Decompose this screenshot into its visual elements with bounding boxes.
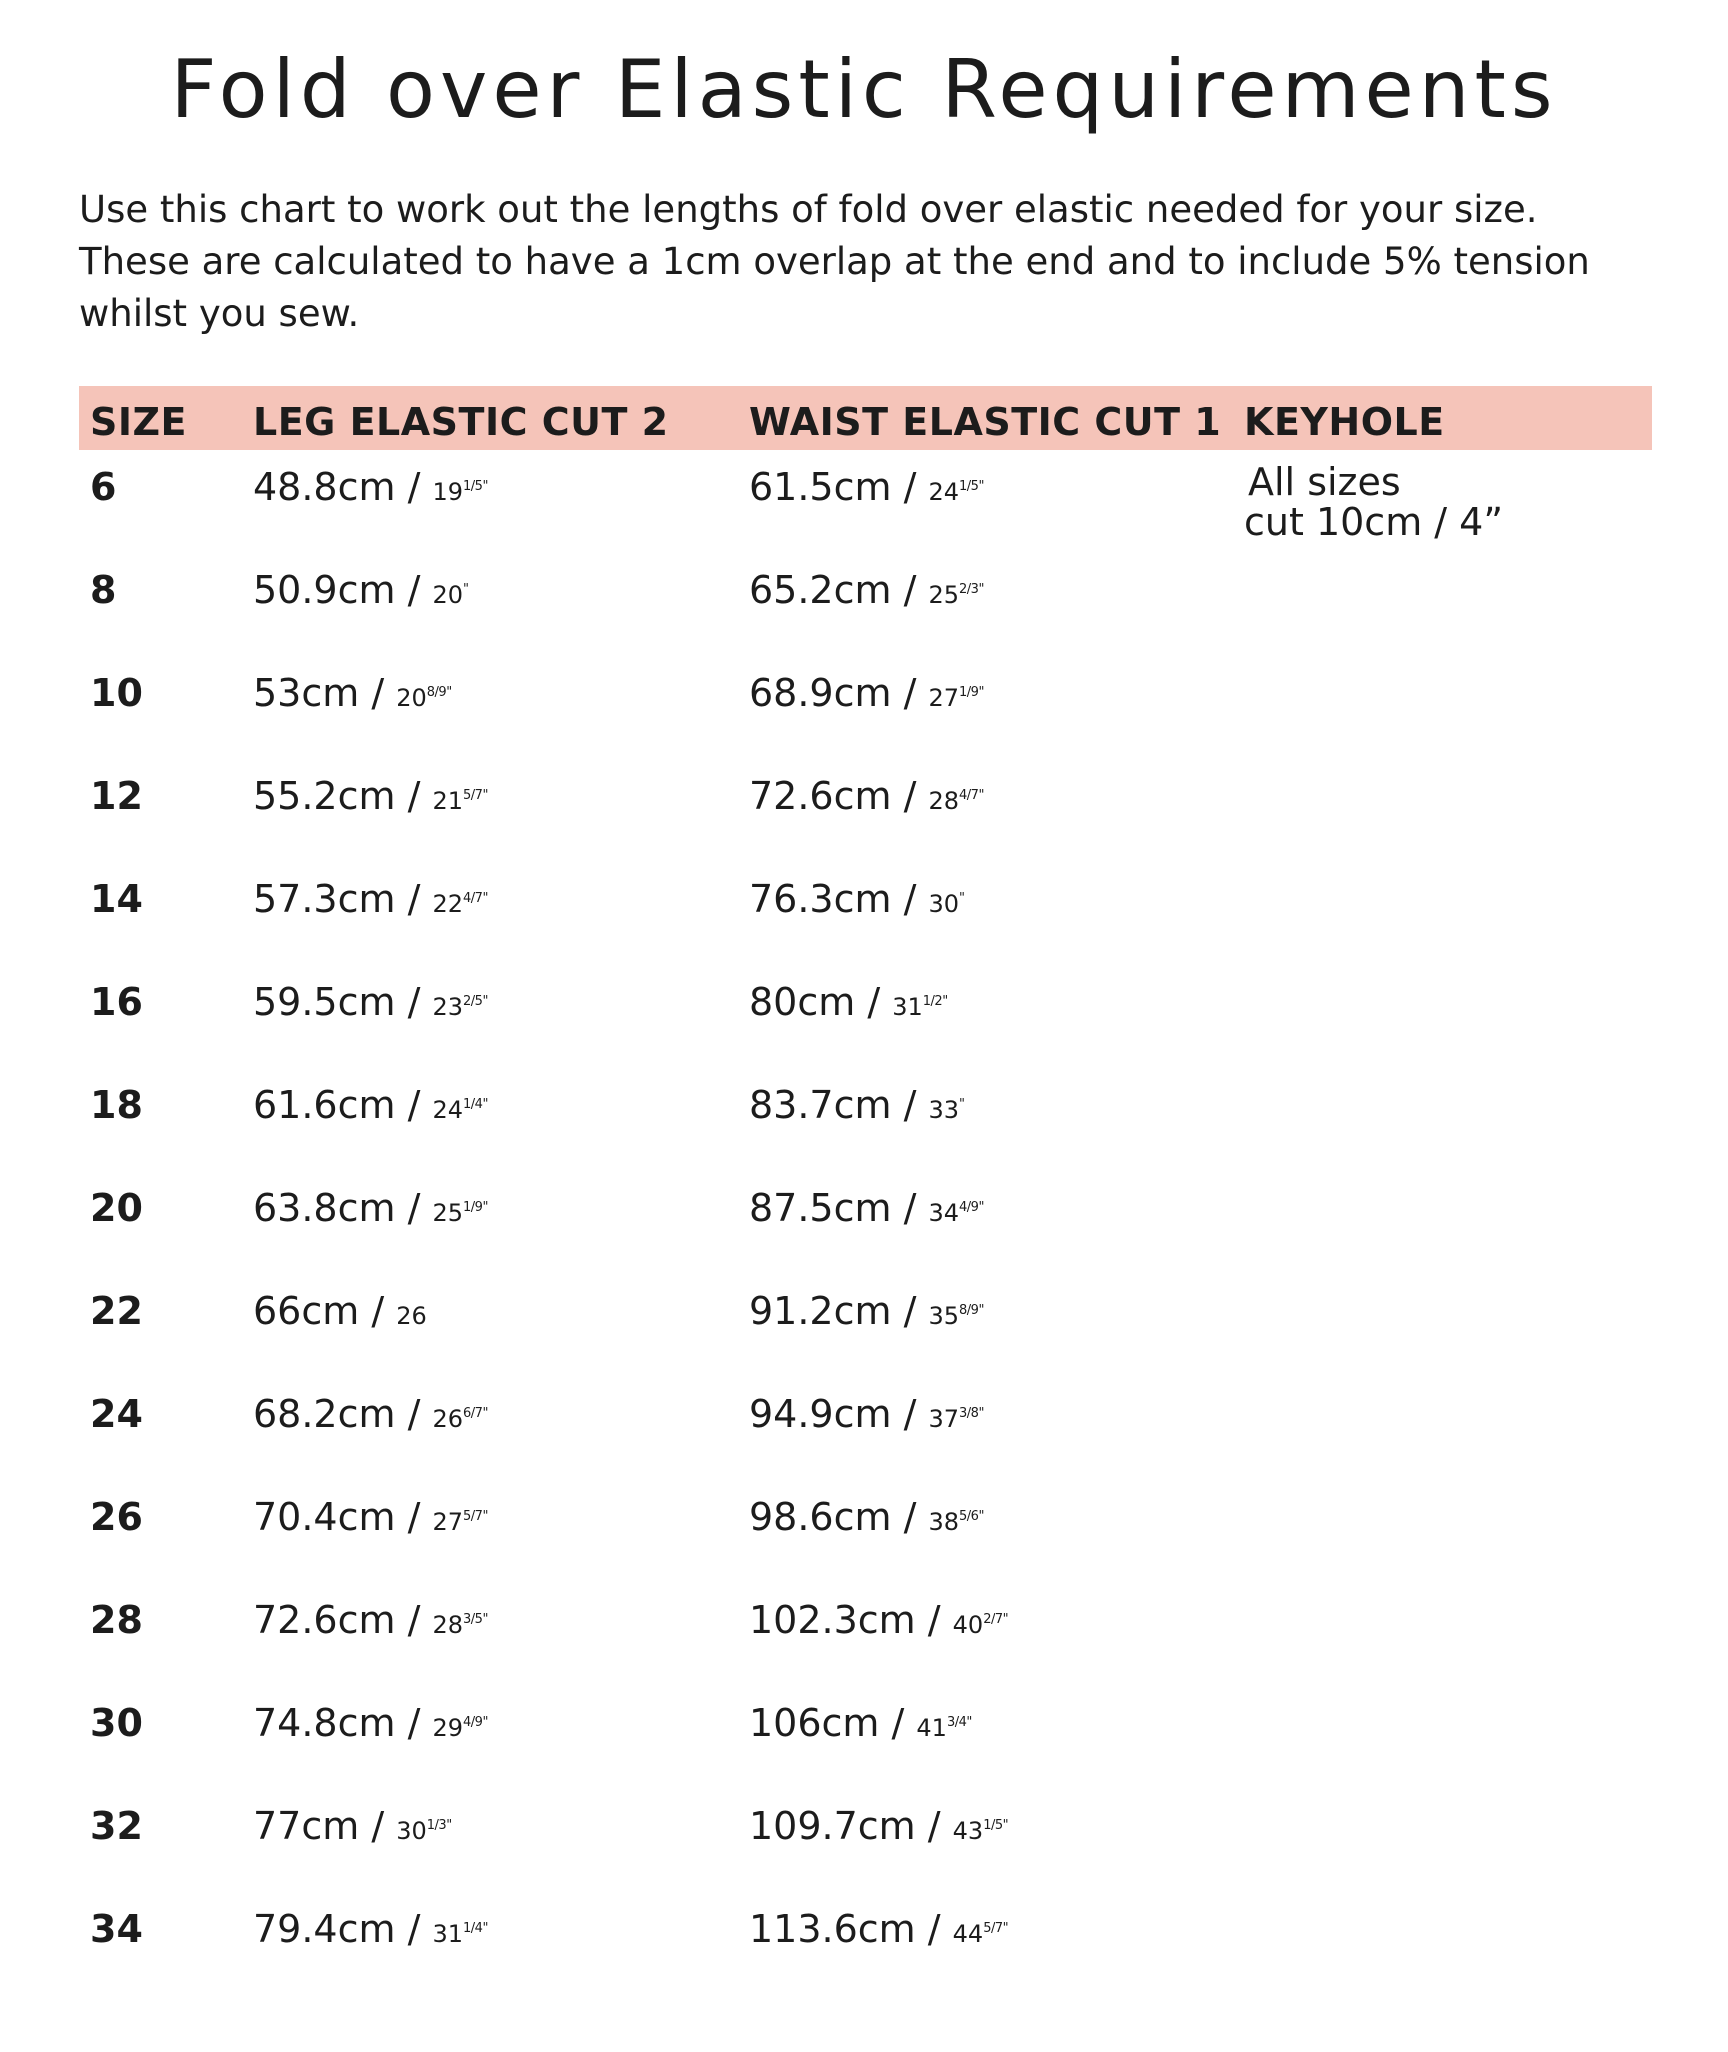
page-title: Fold over Elastic Requirements — [170, 43, 1558, 136]
leg-cm-value: 53cm / — [253, 671, 397, 715]
waist-inch-fraction: 1/5" — [959, 479, 984, 494]
leg-cm-value: 61.6cm / — [253, 1083, 433, 1127]
waist-elastic-cell — [749, 1801, 1008, 1856]
leg-cm-value: 59.5cm / — [253, 980, 433, 1024]
size-cell: 32 — [90, 1804, 143, 1848]
waist-cm-value: 87.5cm / — [749, 1186, 929, 1230]
size-cell: 16 — [90, 980, 143, 1024]
keyhole-note-line: All sizes — [1248, 460, 1401, 504]
leg-cm-value: 55.2cm / — [253, 774, 433, 818]
waist-cm-value: 76.3cm / — [749, 877, 929, 921]
leg-inch-value: 20 — [432, 581, 464, 609]
table-row — [0, 1183, 1728, 1286]
size-cell: 24 — [90, 1392, 143, 1436]
waist-inch-value: 38 — [928, 1508, 960, 1536]
waist-elastic-cell — [749, 668, 984, 723]
waist-cm-value: 80cm / — [749, 980, 893, 1024]
leg-elastic-cell — [253, 1595, 488, 1650]
table-row — [0, 1389, 1728, 1492]
waist-inch-fraction: 3/8" — [959, 1406, 984, 1421]
table-row — [0, 668, 1728, 771]
waist-inch-fraction: 3/4" — [946, 1715, 972, 1730]
waist-inch-value: 35 — [928, 1302, 960, 1330]
table-row — [0, 565, 1728, 668]
size-cell: 10 — [90, 671, 143, 715]
leg-inch-fraction: 1/5" — [463, 479, 488, 494]
leg-inch-value: 21 — [432, 787, 464, 815]
waist-inch-fraction: 2/7" — [983, 1612, 1009, 1627]
table-row — [0, 1904, 1728, 2007]
leg-inch-fraction: 1/4" — [463, 1097, 488, 1112]
keyhole-note-line: cut 10cm / 4” — [1244, 500, 1504, 544]
leg-cm-value: 63.8cm / — [253, 1186, 433, 1230]
waist-inch-fraction: 2/3" — [959, 582, 984, 597]
waist-elastic-cell — [749, 1183, 984, 1238]
table-row — [0, 1801, 1728, 1904]
header-size: SIZE — [90, 400, 188, 444]
waist-inch-value: 25 — [928, 581, 960, 609]
leg-cm-value: 74.8cm / — [253, 1701, 433, 1745]
size-cell: 14 — [90, 877, 143, 921]
waist-elastic-cell — [749, 1080, 965, 1135]
waist-cm-value: 98.6cm / — [749, 1495, 929, 1539]
waist-inch-value: 31 — [892, 993, 923, 1021]
waist-cm-value: 109.7cm / — [749, 1804, 953, 1848]
waist-cm-value: 91.2cm / — [749, 1289, 929, 1333]
waist-elastic-cell — [749, 1904, 1008, 1959]
leg-cm-value: 68.2cm / — [253, 1392, 433, 1436]
waist-inch-value: 33 — [928, 1096, 960, 1124]
leg-elastic-cell — [253, 1389, 488, 1444]
header-leg-elastic: LEG ELASTIC CUT 2 — [253, 400, 669, 444]
waist-elastic-cell — [749, 565, 984, 620]
waist-inch-fraction: 1/5" — [983, 1818, 1009, 1833]
leg-inch-fraction: 1/4" — [463, 1921, 488, 1936]
intro-line: These are calculated to have a 1cm overlap at the end and to include 5% tension — [79, 240, 1590, 283]
waist-inch-value: 40 — [952, 1611, 984, 1639]
leg-inch-value: 30 — [396, 1817, 427, 1845]
leg-inch-value: 25 — [432, 1199, 464, 1227]
table-body — [0, 462, 1728, 2007]
leg-cm-value: 79.4cm / — [253, 1907, 433, 1951]
intro-line: Use this chart to work out the lengths of fold over elastic needed for your size. — [79, 188, 1538, 231]
table-row — [0, 1080, 1728, 1183]
waist-elastic-cell — [749, 1286, 984, 1341]
leg-cm-value: 48.8cm / — [253, 465, 433, 509]
header-waist-elastic: WAIST ELASTIC CUT 1 — [749, 400, 1222, 444]
leg-inch-fraction: 4/7" — [463, 891, 488, 906]
leg-cm-value: 70.4cm / — [253, 1495, 433, 1539]
waist-inch-fraction: 8/9" — [959, 1303, 984, 1318]
waist-inch-value: 43 — [952, 1817, 984, 1845]
leg-inch-value: 20 — [396, 684, 427, 712]
table-row — [0, 874, 1728, 977]
leg-elastic-cell — [253, 1080, 488, 1135]
leg-cm-value: 77cm / — [253, 1804, 397, 1848]
leg-cm-value: 57.3cm / — [253, 877, 433, 921]
intro-line: whilst you sew. — [79, 292, 360, 335]
size-cell: 26 — [90, 1495, 143, 1539]
size-cell: 30 — [90, 1701, 143, 1745]
leg-elastic-cell — [253, 462, 488, 517]
leg-inch-value: 31 — [432, 1920, 464, 1948]
leg-inch-value: 26 — [432, 1405, 464, 1433]
waist-inch-value: 24 — [928, 478, 960, 506]
waist-elastic-cell — [749, 771, 984, 826]
leg-inch-fraction: 6/7" — [463, 1406, 488, 1421]
leg-inch-value: 23 — [432, 993, 464, 1021]
waist-elastic-cell — [749, 1389, 984, 1444]
leg-inch-fraction: 5/7" — [463, 788, 488, 803]
size-cell: 28 — [90, 1598, 143, 1642]
intro-paragraph — [79, 184, 1679, 340]
waist-elastic-cell — [749, 1595, 1008, 1650]
waist-inch-fraction: 1/2" — [922, 994, 948, 1009]
leg-elastic-cell — [253, 668, 452, 723]
header-keyhole: KEYHOLE — [1244, 400, 1445, 444]
keyhole-note — [1244, 462, 1503, 542]
waist-cm-value: 113.6cm / — [749, 1907, 953, 1951]
waist-elastic-cell — [749, 1698, 972, 1753]
waist-inch-fraction: " — [959, 1097, 965, 1112]
leg-elastic-cell — [253, 1801, 452, 1856]
leg-inch-fraction: 1/9" — [463, 1200, 488, 1215]
leg-inch-fraction: 1/3" — [426, 1818, 452, 1833]
size-cell: 22 — [90, 1289, 143, 1333]
table-row — [0, 1286, 1728, 1389]
leg-inch-value: 26 — [396, 1302, 427, 1330]
leg-cm-value: 66cm / — [253, 1289, 397, 1333]
waist-elastic-cell — [749, 977, 948, 1032]
leg-inch-value: 29 — [432, 1714, 464, 1742]
waist-inch-fraction: 5/7" — [983, 1921, 1009, 1936]
waist-cm-value: 65.2cm / — [749, 568, 929, 612]
waist-inch-fraction: 5/6" — [959, 1509, 984, 1524]
waist-inch-fraction: 4/7" — [959, 788, 984, 803]
waist-elastic-cell — [749, 462, 984, 517]
table-row — [0, 977, 1728, 1080]
table-row — [0, 1492, 1728, 1595]
waist-elastic-cell — [749, 1492, 984, 1547]
waist-inch-fraction: 4/9" — [959, 1200, 984, 1215]
size-cell: 18 — [90, 1083, 143, 1127]
waist-inch-value: 30 — [928, 890, 960, 918]
waist-inch-value: 27 — [928, 684, 960, 712]
leg-elastic-cell — [253, 1183, 488, 1238]
leg-elastic-cell — [253, 977, 488, 1032]
waist-cm-value: 83.7cm / — [749, 1083, 929, 1127]
waist-inch-value: 44 — [952, 1920, 984, 1948]
waist-inch-fraction: " — [959, 891, 965, 906]
waist-inch-fraction: 1/9" — [959, 685, 984, 700]
waist-cm-value: 61.5cm / — [749, 465, 929, 509]
waist-cm-value: 102.3cm / — [749, 1598, 953, 1642]
leg-inch-fraction: 3/5" — [463, 1612, 488, 1627]
leg-inch-value: 24 — [432, 1096, 464, 1124]
leg-inch-fraction: 8/9" — [426, 685, 452, 700]
size-cell: 34 — [90, 1907, 143, 1951]
leg-elastic-cell — [253, 1286, 427, 1341]
leg-inch-fraction: 4/9" — [463, 1715, 488, 1730]
waist-cm-value: 106cm / — [749, 1701, 917, 1745]
leg-inch-value: 27 — [432, 1508, 464, 1536]
waist-inch-value: 41 — [916, 1714, 947, 1742]
waist-inch-value: 28 — [928, 787, 960, 815]
leg-inch-fraction: " — [463, 582, 469, 597]
leg-inch-value: 22 — [432, 890, 464, 918]
size-cell: 12 — [90, 774, 143, 818]
leg-cm-value: 50.9cm / — [253, 568, 433, 612]
waist-cm-value: 94.9cm / — [749, 1392, 929, 1436]
leg-inch-value: 19 — [432, 478, 464, 506]
leg-elastic-cell — [253, 1698, 488, 1753]
waist-elastic-cell — [749, 874, 965, 929]
leg-elastic-cell — [253, 874, 488, 929]
leg-inch-value: 28 — [432, 1611, 464, 1639]
leg-elastic-cell — [253, 771, 488, 826]
leg-inch-fraction: 2/5" — [463, 994, 488, 1009]
waist-cm-value: 68.9cm / — [749, 671, 929, 715]
waist-cm-value: 72.6cm / — [749, 774, 929, 818]
table-row — [0, 1698, 1728, 1801]
waist-inch-value: 37 — [928, 1405, 960, 1433]
size-cell: 6 — [90, 465, 117, 509]
leg-cm-value: 72.6cm / — [253, 1598, 433, 1642]
size-cell: 8 — [90, 568, 117, 612]
leg-elastic-cell — [253, 1492, 488, 1547]
waist-inch-value: 34 — [928, 1199, 960, 1227]
leg-inch-fraction: 5/7" — [463, 1509, 488, 1524]
leg-elastic-cell — [253, 565, 469, 620]
table-row — [0, 1595, 1728, 1698]
size-cell: 20 — [90, 1186, 143, 1230]
leg-elastic-cell — [253, 1904, 488, 1959]
table-row — [0, 771, 1728, 874]
